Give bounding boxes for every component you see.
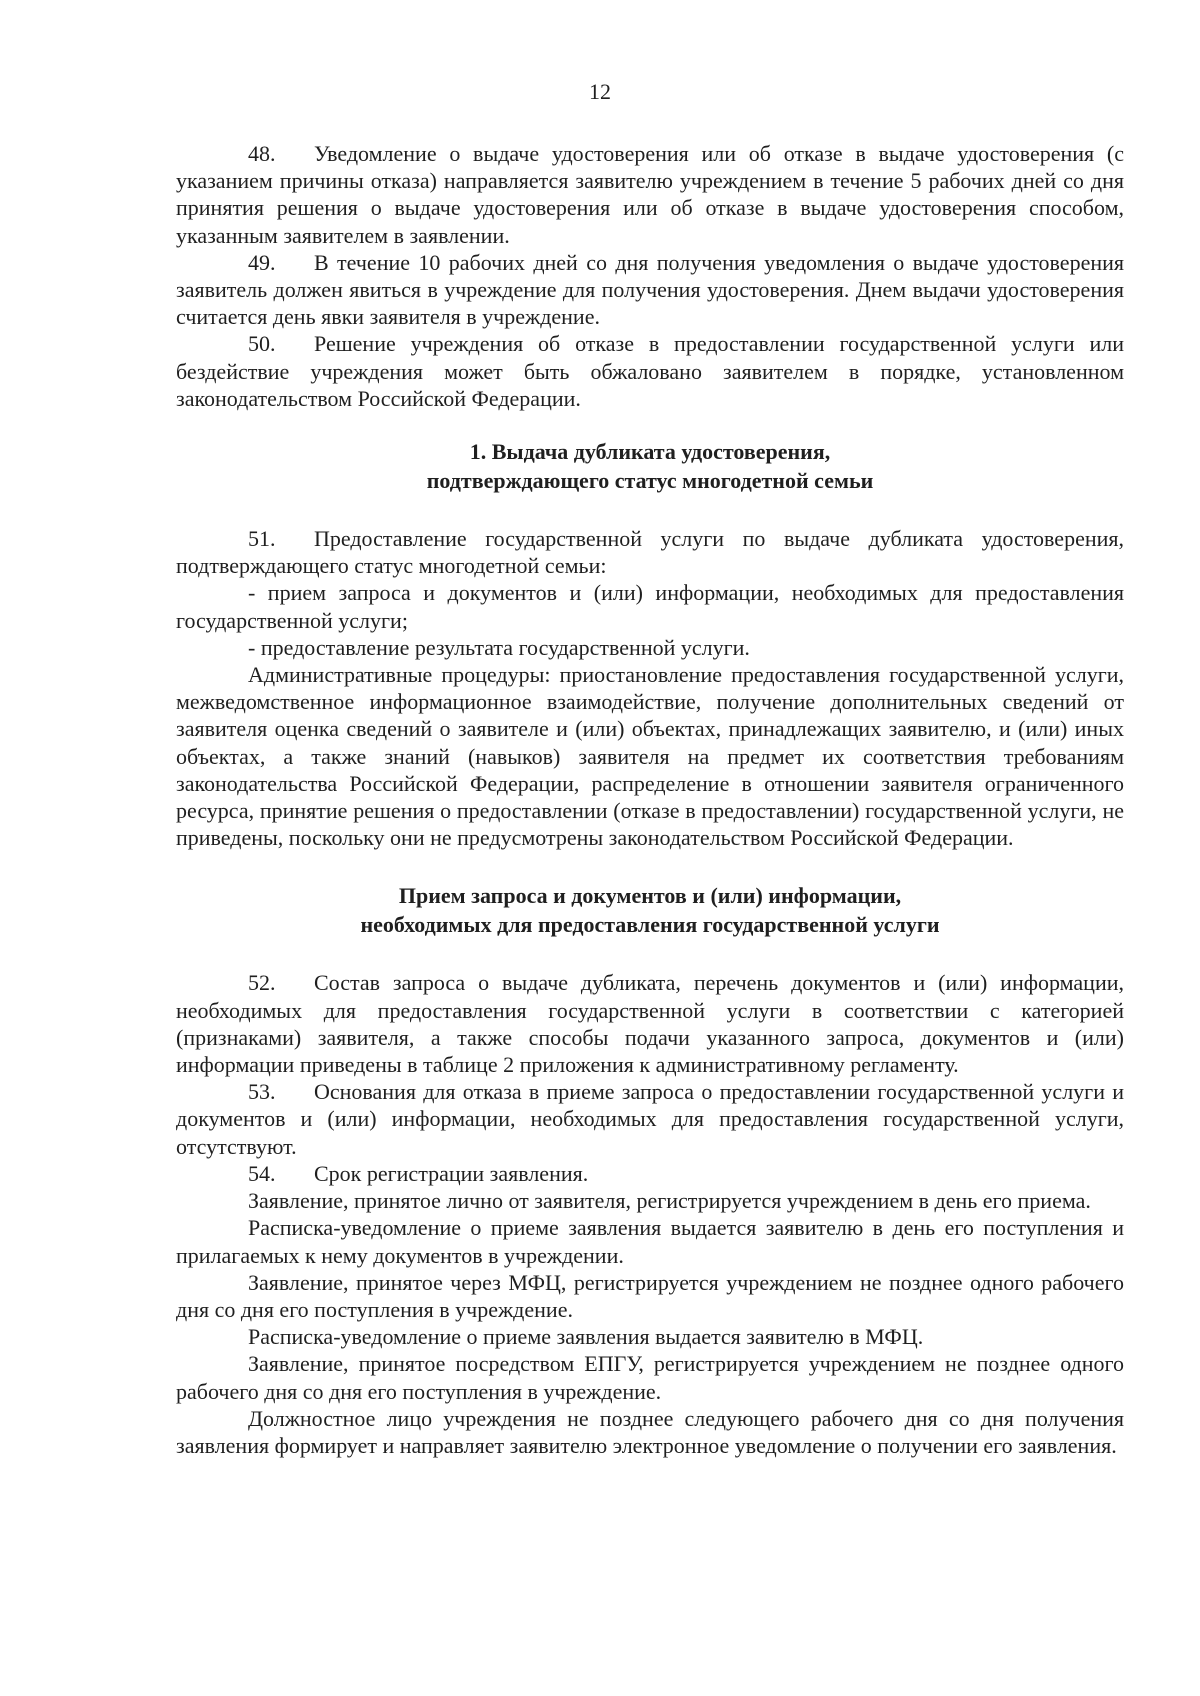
paragraph-number: 49. xyxy=(248,249,276,275)
paragraph-49 xyxy=(176,249,1124,331)
paragraph-52 xyxy=(176,969,1124,1078)
heading-line: Прием запроса и документов и (или) информации, xyxy=(398,883,902,909)
paragraph-text: Расписка-уведомление о приеме заявления выдается заявителю в день его поступления и прилагаемых к нему документов в учреждении. xyxy=(176,1215,1124,1268)
paragraph-text: Уведомление о выдаче удостоверения или об отказе в выдаче удостоверения (с указанием причины отказа) направляется заявителю учреждением в течение 5 рабочих дней со дня принятия решения о выдаче удостоверения или об отказе в выдаче удостоверения способом, указанным заявителем в заявлении. xyxy=(176,141,1124,248)
heading-line: подтверждающего статус многодетной семьи xyxy=(426,468,874,494)
paragraph-50 xyxy=(176,330,1124,412)
document-body xyxy=(176,140,1124,1459)
page-number: 12 xyxy=(589,79,611,104)
paragraph-number: 52. xyxy=(248,970,276,996)
paragraph-51 xyxy=(176,525,1124,579)
paragraph-number: 51. xyxy=(248,526,276,552)
paragraph-text: Расписка-уведомление о приеме заявления выдается заявителю в МФЦ. xyxy=(248,1324,924,1350)
section-heading-duplicate xyxy=(176,437,1124,495)
list-item: - предоставление результата государственной услуги. xyxy=(248,634,750,660)
paragraph-text: Срок регистрации заявления. xyxy=(314,1160,589,1186)
paragraph-number: 48. xyxy=(248,141,276,166)
paragraph-number: 54. xyxy=(248,1160,276,1186)
paragraph-number: 50. xyxy=(248,331,276,357)
paragraph-admin-procedures: Административные процедуры: приостановление предоставления государственной услуги, межведомственное информационное взаимодействие, получение дополнительных сведений от заявителя оценка сведений о заявителе и (или) объектах, принадлежащих заявителю, и (или) иных объектах, а также знаний (навыков) заявителя на предмет их соответствия требованиям законодательства Российской Федерации, распределение в отношении заявителя ограниченного ресурса, принятие решения о предоставлении (отказе в предоставлении) государственной услуги, не приведены, поскольку они не предусмотрены законодательством Российской Федерации. xyxy=(176,662,1124,851)
paragraph-text: Заявление, принятое через МФЦ, регистрируется учреждением не позднее одного рабочего дня со дня его поступления в учреждение. xyxy=(176,1269,1124,1322)
paragraph-text: Должностное лицо учреждения не позднее следующего рабочего дня со дня получения заявления формирует и направляет заявителю электронное уведомление о получении его заявления. xyxy=(176,1405,1124,1458)
paragraph-text: В течение 10 рабочих дней со дня получения уведомления о выдаче удостоверения заявитель должен явиться в учреждение для получения удостоверения. Днем выдачи удостоверения считается день явки заявителя в учреждение. xyxy=(176,249,1124,330)
paragraph-text: Состав запроса о выдаче дубликата, перечень документов и (или) информации, необходимых для предоставления государственной услуги в соответствии с категорией (признаками) заявителя, а также способы подачи указанного запроса, документов и (или) информации приведены в таблице 2 приложения к административному регламенту. xyxy=(176,970,1124,1078)
paragraph-53 xyxy=(176,1078,1124,1160)
heading-line: необходимых для предоставления государственной услуги xyxy=(360,912,940,938)
paragraph-48 xyxy=(176,140,1124,249)
paragraph-text: Основания для отказа в приеме запроса о предоставлении государственной услуги и документов и (или) информации, необходимых для предоставления государственной услуги, отсутствуют. xyxy=(176,1079,1124,1159)
paragraph-54 xyxy=(176,1160,1124,1187)
paragraph-text: Решение учреждения об отказе в предоставлении государственной услуги или бездействие учреждения может быть обжаловано заявителем в порядке, установленном законодательством Российской Федерации. xyxy=(176,331,1124,411)
list-item: - прием запроса и документов и (или) информации, необходимых для предоставления государственной услуги; xyxy=(176,580,1124,633)
section-heading-request xyxy=(176,881,1124,939)
paragraph-text: Заявление, принятое лично от заявителя, регистрируется учреждением в день его приема. xyxy=(248,1188,1091,1214)
heading-line: 1. Выдача дубликата удостоверения, xyxy=(469,439,831,465)
paragraph-number: 53. xyxy=(248,1079,276,1105)
paragraph-text: Предоставление государственной услуги по выдаче дубликата удостоверения, подтверждающего статус многодетной семьи: xyxy=(176,526,1124,579)
paragraph-text: Заявление, принятое посредством ЕПГУ, регистрируется учреждением не позднее одного рабочего дня со дня его поступления в учреждение. xyxy=(176,1351,1124,1404)
